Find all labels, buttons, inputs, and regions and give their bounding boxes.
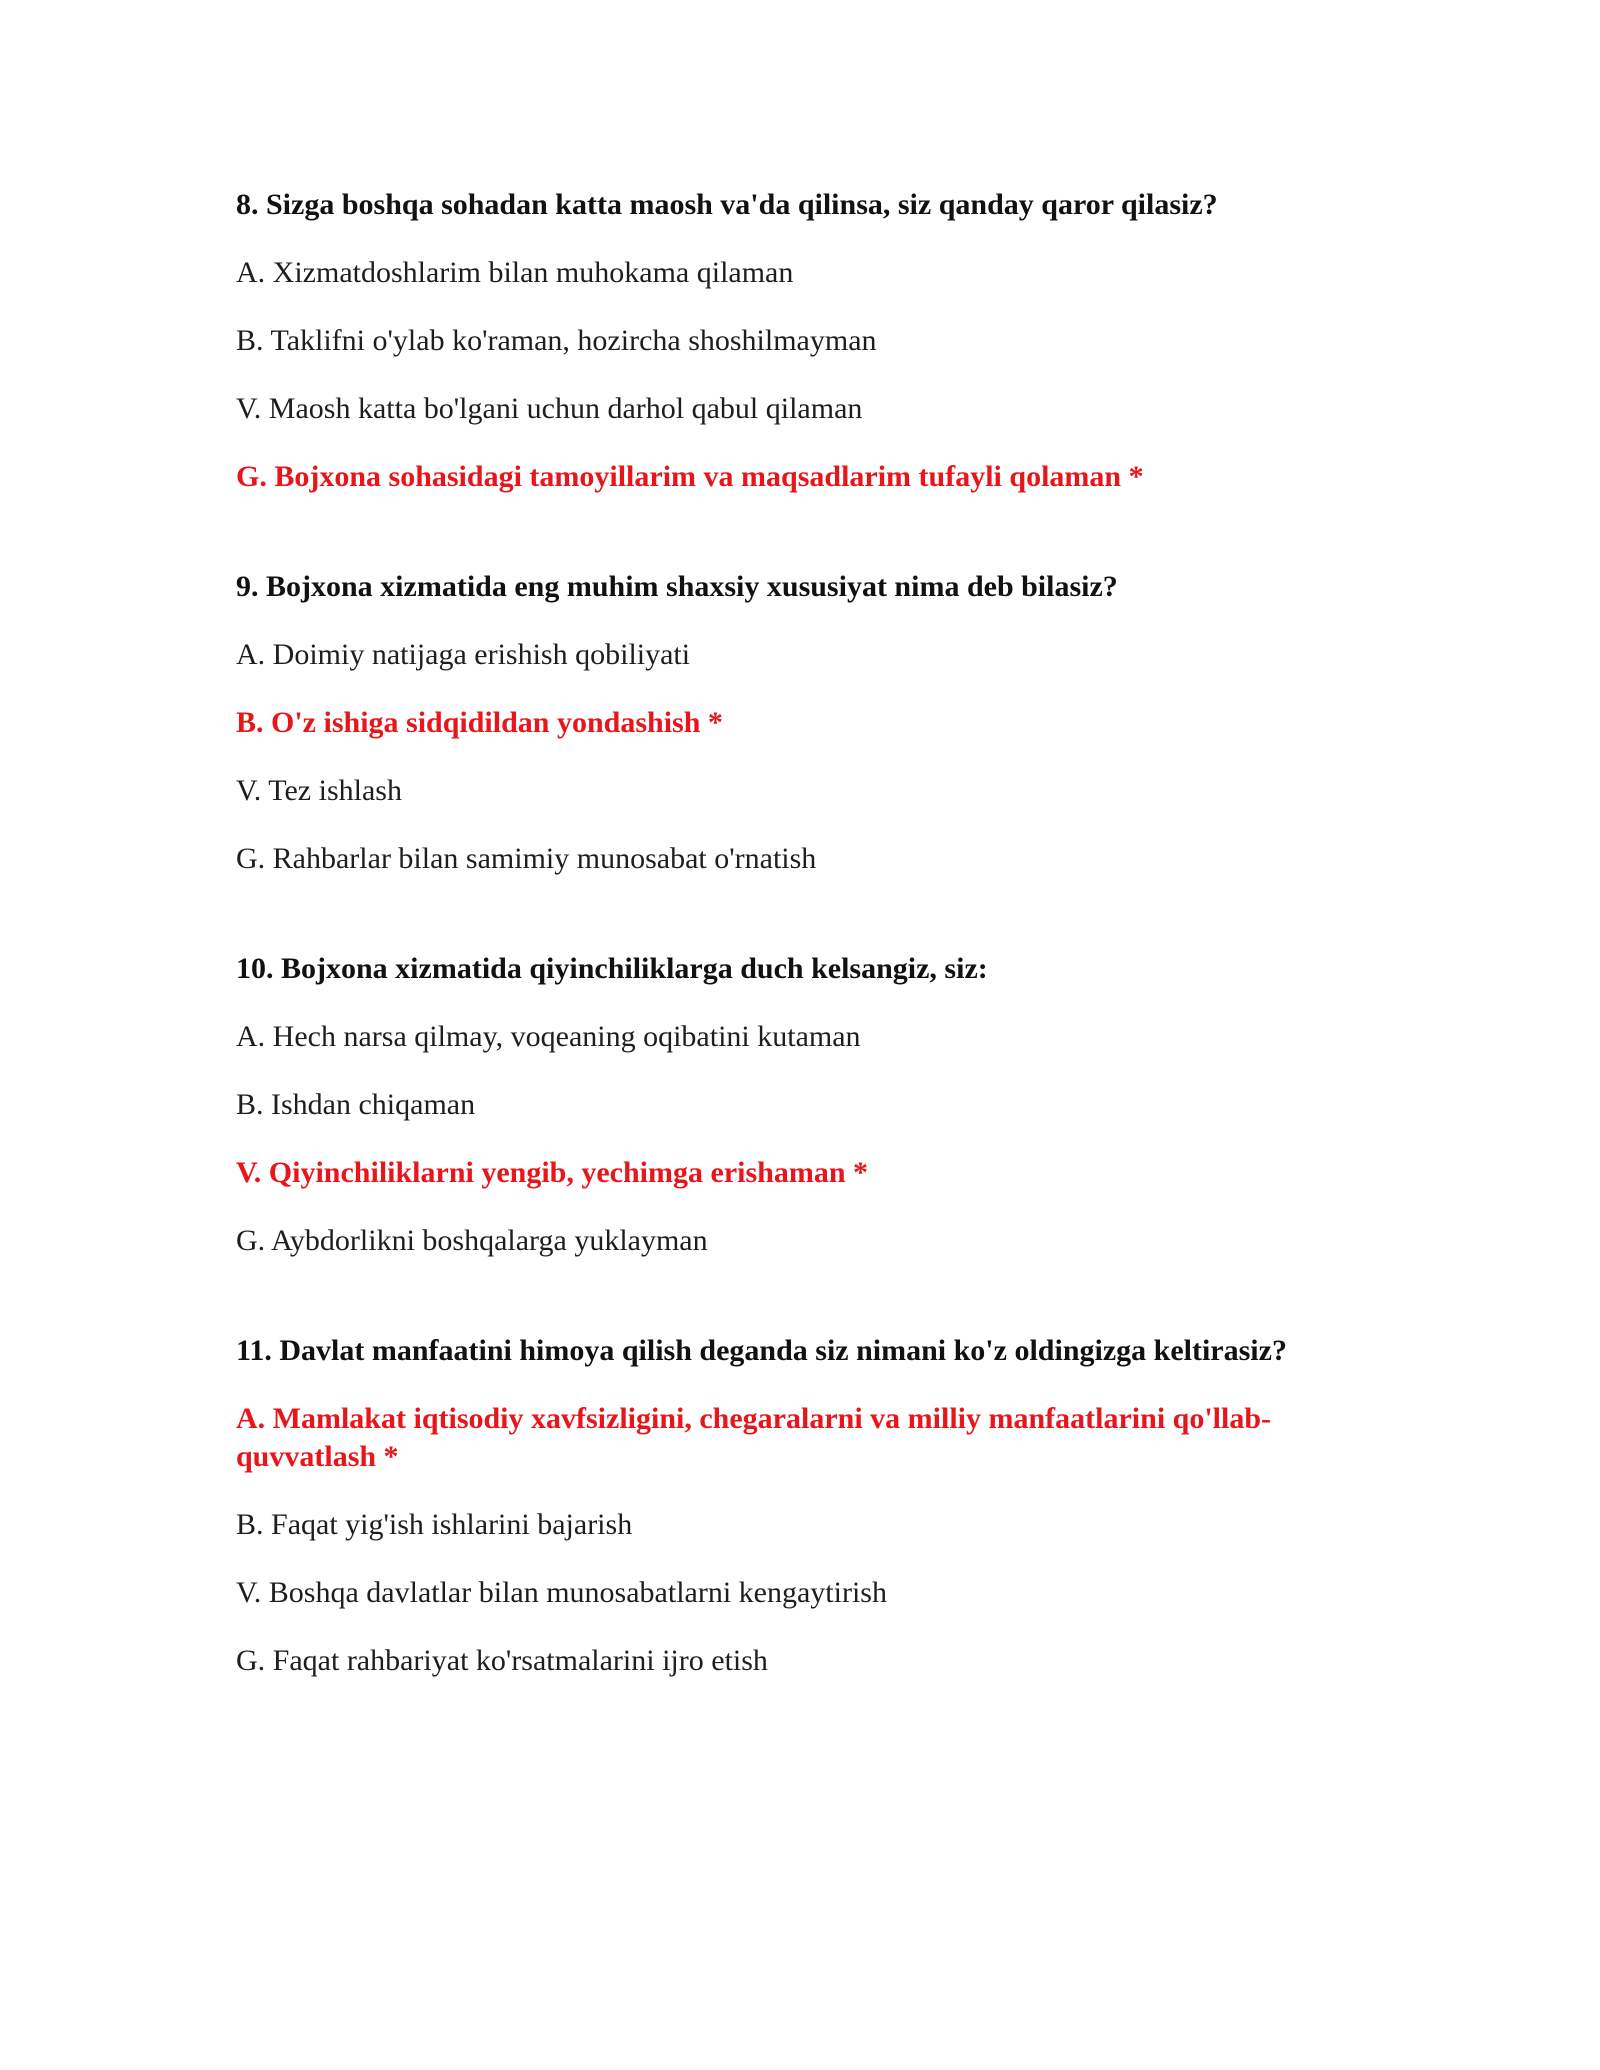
correct-answer-option-v: V. Qiyinchiliklarni yengib, yechimga erishaman *	[236, 1156, 869, 1189]
question-10	[236, 950, 1376, 1260]
question-11	[236, 1332, 1376, 1680]
answer-option-b: B. Taklifni o'ylab ko'raman, hozircha shoshilmayman	[236, 324, 877, 357]
answer-option-g: G. Rahbarlar bilan samimiy munosabat o'rnatish	[236, 842, 817, 875]
answer-option-g: G. Faqat rahbariyat ko'rsatmalarini ijro etish	[236, 1644, 768, 1677]
question-title: 8. Sizga boshqa sohadan katta maosh va'da qilinsa, siz qanday qaror qilasiz?	[236, 188, 1218, 221]
answer-option-v: V. Tez ishlash	[236, 774, 402, 807]
correct-answer-option-a: A. Mamlakat iqtisodiy xavfsizligini, chegaralarni va milliy manfaatlarini qo'llab-quvvatlash *	[236, 1402, 1272, 1473]
answer-option-g: G. Aybdorlikni boshqalarga yuklayman	[236, 1224, 708, 1257]
answer-option-a: A. Doimiy natijaga erishish qobiliyati	[236, 638, 691, 671]
answer-option-a: A. Xizmatdoshlarim bilan muhokama qilaman	[236, 256, 794, 289]
answer-option-b: B. Ishdan chiqaman	[236, 1088, 476, 1121]
correct-answer-option-b: B. O'z ishiga sidqidildan yondashish *	[236, 706, 723, 739]
answer-option-v: V. Boshqa davlatlar bilan munosabatlarni kengaytirish	[236, 1576, 887, 1609]
question-title: 11. Davlat manfaatini himoya qilish deganda siz nimani ko'z oldingizga keltirasiz?	[236, 1334, 1287, 1367]
document-page	[236, 186, 1376, 1752]
question-title: 10. Bojxona xizmatida qiyinchiliklarga duch kelsangiz, siz:	[236, 952, 988, 985]
correct-answer-option-g: G. Bojxona sohasidagi tamoyillarim va maqsadlarim tufayli qolaman *	[236, 460, 1144, 493]
answer-option-a: A. Hech narsa qilmay, voqeaning oqibatini kutaman	[236, 1020, 861, 1053]
answer-option-b: B. Faqat yig'ish ishlarini bajarish	[236, 1508, 633, 1541]
question-title: 9. Bojxona xizmatida eng muhim shaxsiy xususiyat nima deb bilasiz?	[236, 570, 1118, 603]
answer-option-v: V. Maosh katta bo'lgani uchun darhol qabul qilaman	[236, 392, 863, 425]
question-8	[236, 186, 1376, 496]
question-9	[236, 568, 1376, 878]
